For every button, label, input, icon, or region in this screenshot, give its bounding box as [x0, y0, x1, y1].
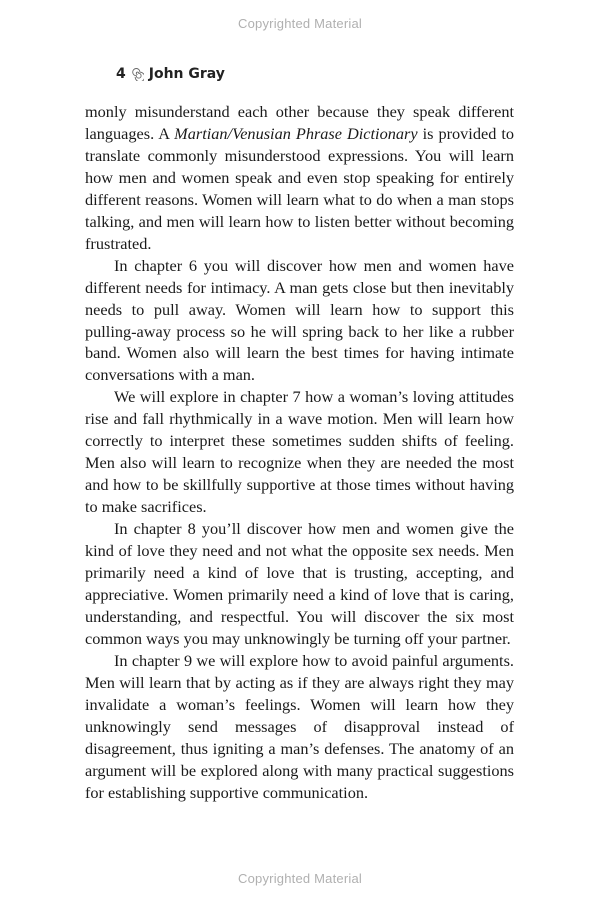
- paragraph-3: We will explore in chapter 7 how a woman’s loving attitudes rise and fall rhythmically in a wave motion. Men will learn how correctly to interpret these sometimes sudden shifts of feeling. Men also will learn to recognize when they are needed the most and how to be skillfully supportive at those times without having to make sacrifices.: [85, 387, 514, 517]
- author-name: John Gray: [148, 66, 225, 82]
- page-number: 4: [116, 66, 126, 82]
- running-head: [116, 66, 225, 82]
- body-text: [85, 101, 514, 804]
- copyright-watermark-top: Copyrighted Material: [238, 16, 362, 31]
- paragraph-5: In chapter 9 we will explore how to avoid painful arguments. Men will learn that by acting as if they are always right they may invalidate a woman’s feelings. Women will learn how they unknowingly send messages of disapproval instead of disagreement, thus igniting a man’s defenses. The anatomy of an argument will be explored along with many practical suggestions for establishing supportive communication.: [85, 650, 514, 802]
- swirl-icon: [131, 68, 144, 81]
- phrase-dictionary-title: Martian/Venusian Phrase Dictionary: [174, 123, 418, 143]
- copyright-watermark-bottom: Copyrighted Material: [238, 871, 362, 886]
- paragraph-1: monly misunderstand each other because they speak different languages. A Martian/Venusian Phrase Dictionary is provided to translate commonly misunderstood expressions. You will learn how men and women speak and even stop speaking for entirely different reasons. Women will learn what to do when a man stops talking, and men will learn how to listen better without becoming frustrated.: [85, 102, 515, 253]
- paragraph-2: In chapter 6 you will discover how men and women have different needs for intimacy. A man gets close but then inevitably needs to pull away. Women will learn how to support this pulling-away process so he will spring back to her like a rubber band. Women also will learn the best times for having intimate conversations with a man.: [85, 255, 514, 385]
- paragraph-4: In chapter 8 you’ll discover how men and women give the kind of love they need and not what the opposite sex needs. Men primarily need a kind of love that is trusting, accepting, and appreciative. Women primarily need a kind of love that is caring, understanding, and respectful. You will discover the six most common ways you may unknowingly be turning off your partner.: [85, 519, 514, 648]
